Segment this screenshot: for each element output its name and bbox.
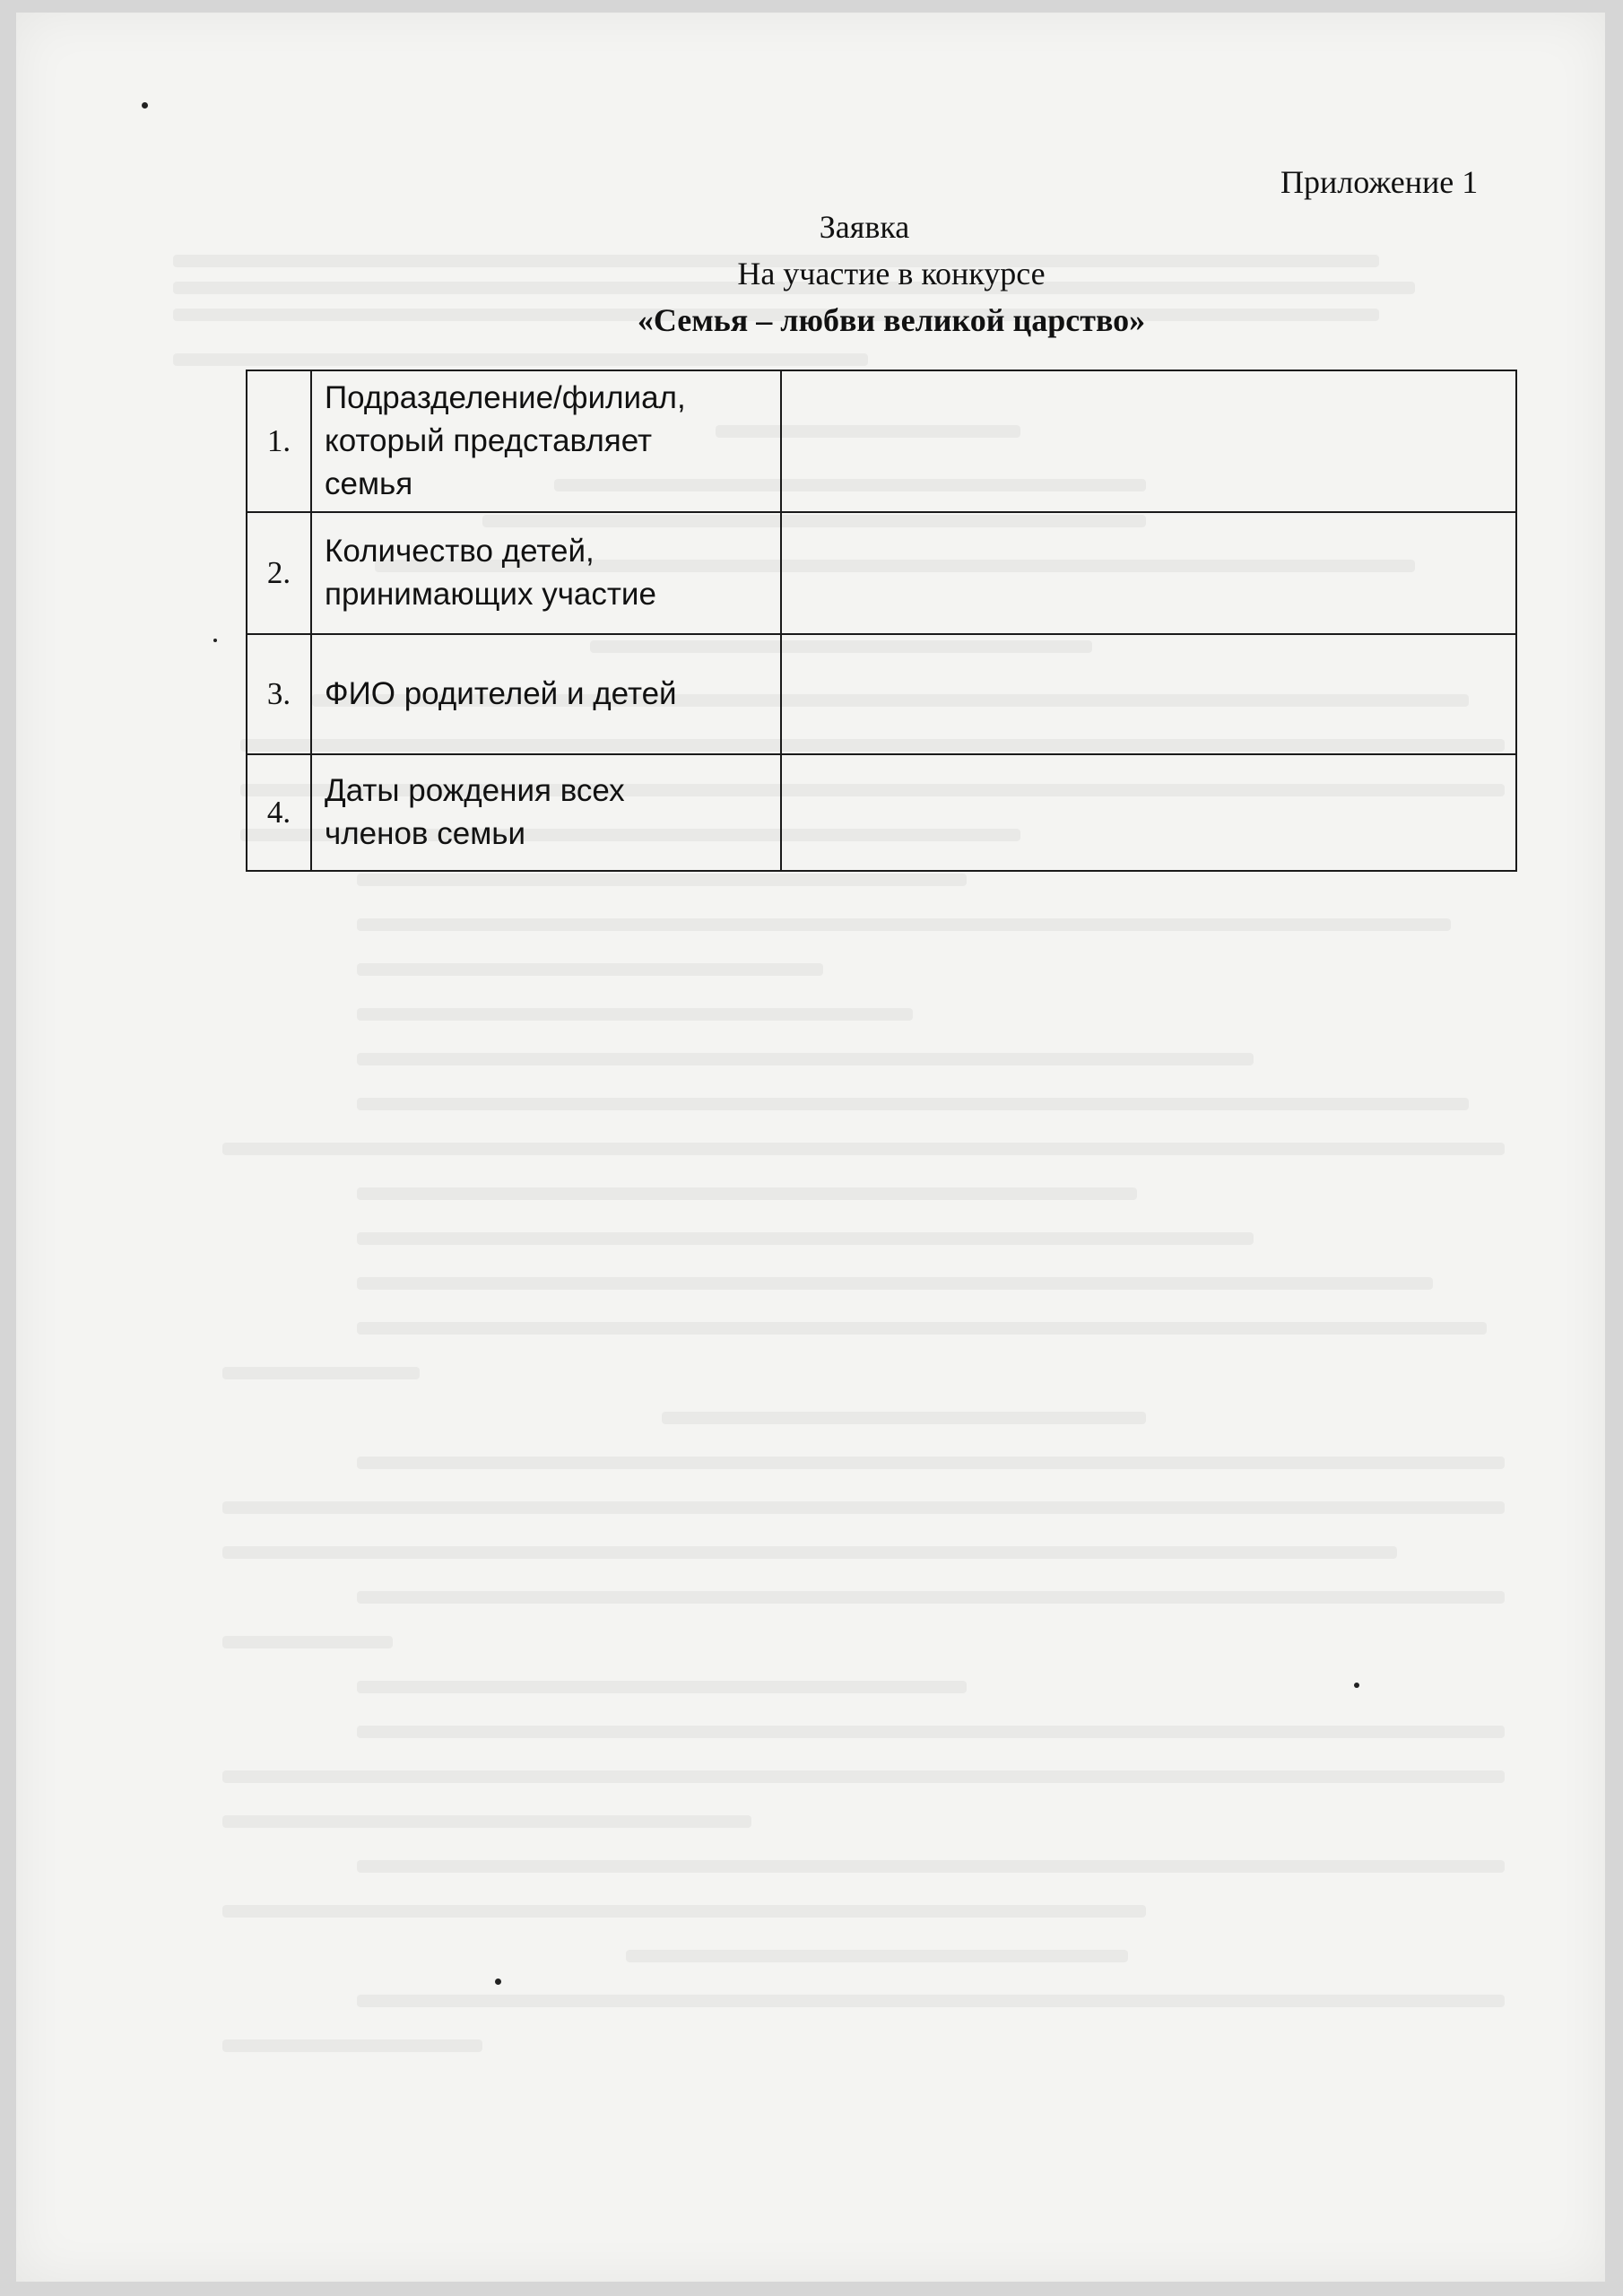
show-through-line [357, 1232, 1254, 1245]
row-number: 1. [247, 370, 311, 512]
row-label [311, 634, 781, 754]
row-number: 3. [247, 634, 311, 754]
scan-speck [213, 639, 217, 642]
show-through-line [357, 918, 1451, 931]
row-number: 2. [247, 512, 311, 634]
row-label-line: Количество детей, [325, 534, 595, 569]
row-number: 4. [247, 754, 311, 871]
show-through-line [357, 1457, 1505, 1469]
show-through-line [357, 1995, 1505, 2007]
show-through-line [357, 1098, 1469, 1110]
document-page [16, 13, 1605, 2282]
table-row [247, 754, 1516, 871]
row-label-line: Подразделение/филиал, [325, 380, 686, 415]
scan-speck [495, 1979, 501, 1985]
show-through-line [662, 1412, 1146, 1424]
scan-speck [1354, 1683, 1359, 1688]
show-through-line [222, 1905, 1146, 1918]
row-label [311, 512, 781, 634]
document-subtitle: На участие в конкурсе [737, 256, 1046, 291]
show-through-line [626, 1950, 1128, 1962]
show-through-line [357, 1187, 1137, 1200]
show-through-line [222, 1367, 420, 1379]
show-through-line [222, 1770, 1505, 1783]
row-value-field[interactable] [781, 754, 1516, 871]
appendix-label: Приложение 1 [1280, 164, 1479, 200]
row-label-line: ФИО родителей и детей [325, 676, 677, 711]
contest-name: «Семья – любви великой царство» [637, 302, 1146, 338]
application-form-table [246, 370, 1517, 872]
show-through-line [222, 1143, 1505, 1155]
show-through-line [357, 1053, 1254, 1065]
row-label-line: членов семьи [325, 816, 526, 851]
show-through-line [357, 1591, 1505, 1604]
show-through-line [357, 1726, 1505, 1738]
show-through-line [222, 2039, 482, 2052]
show-through-line [357, 1008, 913, 1021]
show-through-line [357, 1681, 967, 1693]
show-through-line [222, 1546, 1397, 1559]
row-label-line: семья [325, 466, 413, 501]
row-value-field[interactable] [781, 512, 1516, 634]
table-row [247, 634, 1516, 754]
show-through-line [173, 353, 868, 366]
row-label [311, 370, 781, 512]
row-label [311, 754, 781, 871]
show-through-line [357, 874, 967, 886]
document-title: Заявка [819, 209, 910, 245]
show-through-line [357, 963, 823, 976]
row-label-line: который представляет [325, 423, 653, 458]
row-value-field[interactable] [781, 634, 1516, 754]
table-row [247, 512, 1516, 634]
show-through-line [222, 1815, 751, 1828]
show-through-line [357, 1322, 1487, 1335]
show-through-text [16, 13, 1605, 2282]
show-through-line [222, 1501, 1505, 1514]
scan-speck [142, 102, 148, 109]
row-label-line: принимающих участие [325, 577, 656, 612]
show-through-line [222, 1636, 393, 1648]
table-row [247, 370, 1516, 512]
show-through-line [357, 1860, 1505, 1873]
row-value-field[interactable] [781, 370, 1516, 512]
row-label-line: Даты рождения всех [325, 773, 625, 808]
show-through-line [357, 1277, 1433, 1290]
